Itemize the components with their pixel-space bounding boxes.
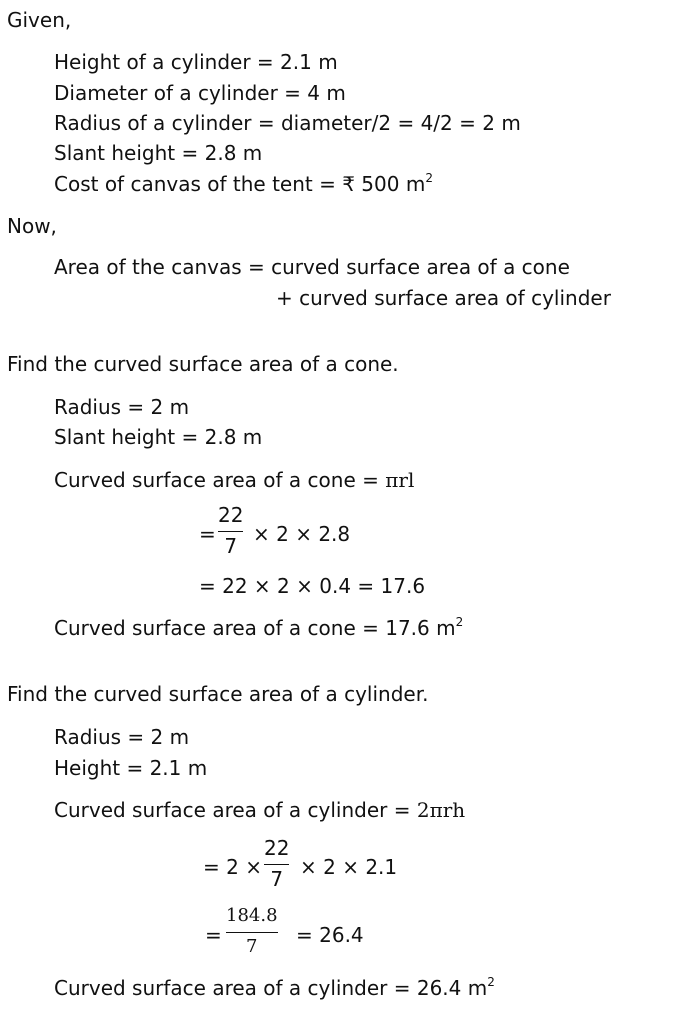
cylinder-fraction-2-numerator: 184.8 [226,905,278,926]
cylinder-fraction-1-numerator: 22 [264,836,290,860]
cylinder-step1-rest: × 2 × 2.1 [300,855,398,879]
cone-formula-symbol: πrl [385,468,415,492]
cone-step1-equals: = [199,522,216,546]
cylinder-height-line: Height = 2.1 m [54,756,208,780]
cost-line [54,171,433,197]
canvas-area-line-1: Area of the canvas = curved surface area of a cone [54,255,570,279]
cost-exponent: 2 [425,171,433,185]
now-heading: Now, [7,214,57,238]
cylinder-step2-equals: = [205,923,222,947]
cone-radius-line: Radius = 2 m [54,395,190,419]
cylinder-radius-line: Radius = 2 m [54,725,190,749]
cylinder-fraction-1-bar [264,864,289,865]
radius-line: Radius of a cylinder = diameter/2 = 4/2 = 2 m [54,111,521,135]
cone-slant-line: Slant height = 2.8 m [54,425,263,449]
cylinder-fraction-1-denominator: 7 [270,867,284,891]
cone-step1-rest: × 2 × 2.8 [253,522,351,546]
cylinder-result-line [54,975,495,1001]
cone-result-line [54,615,463,641]
cone-result-text: Curved surface area of a cone = 17.6 m [54,616,456,640]
cylinder-formula-symbol: 2πrh [416,798,466,822]
cone-formula-line [54,467,414,493]
cylinder-fraction-1 [264,837,289,890]
canvas-area-line-2: + curved surface area of cylinder [276,286,611,310]
cone-step2: = 22 × 2 × 0.4 = 17.6 [199,574,426,598]
cylinder-formula-label: Curved surface area of a cylinder = [54,798,417,822]
cone-fraction-bar [218,531,243,532]
slant-height-line: Slant height = 2.8 m [54,141,263,165]
cone-result-exponent: 2 [455,615,464,629]
cone-fraction-denominator: 7 [224,534,238,558]
cost-text: Cost of canvas of the tent = ₹ 500 m [54,172,426,196]
given-heading: Given, [7,8,72,32]
cylinder-result-exponent: 2 [487,975,495,989]
cylinder-heading: Find the curved surface area of a cylinder. [7,682,429,706]
diameter-line: Diameter of a cylinder = 4 m [54,81,346,105]
cylinder-formula-line [54,797,465,823]
cylinder-step2-rest: = 26.4 [296,923,364,947]
cylinder-step1-prefix: = 2 × [203,855,262,879]
cone-formula-label: Curved surface area of a cone = [54,468,386,492]
cone-heading: Find the curved surface area of a cone. [7,352,399,376]
cylinder-fraction-2 [226,905,278,958]
cylinder-fraction-2-bar [226,932,278,933]
height-line: Height of a cylinder = 2.1 m [54,50,338,74]
cylinder-result-text: Curved surface area of a cylinder = 26.4 m [54,976,488,1000]
cylinder-fraction-2-denominator: 7 [246,936,258,957]
cone-fraction [218,504,243,557]
cone-fraction-numerator: 22 [218,503,244,527]
